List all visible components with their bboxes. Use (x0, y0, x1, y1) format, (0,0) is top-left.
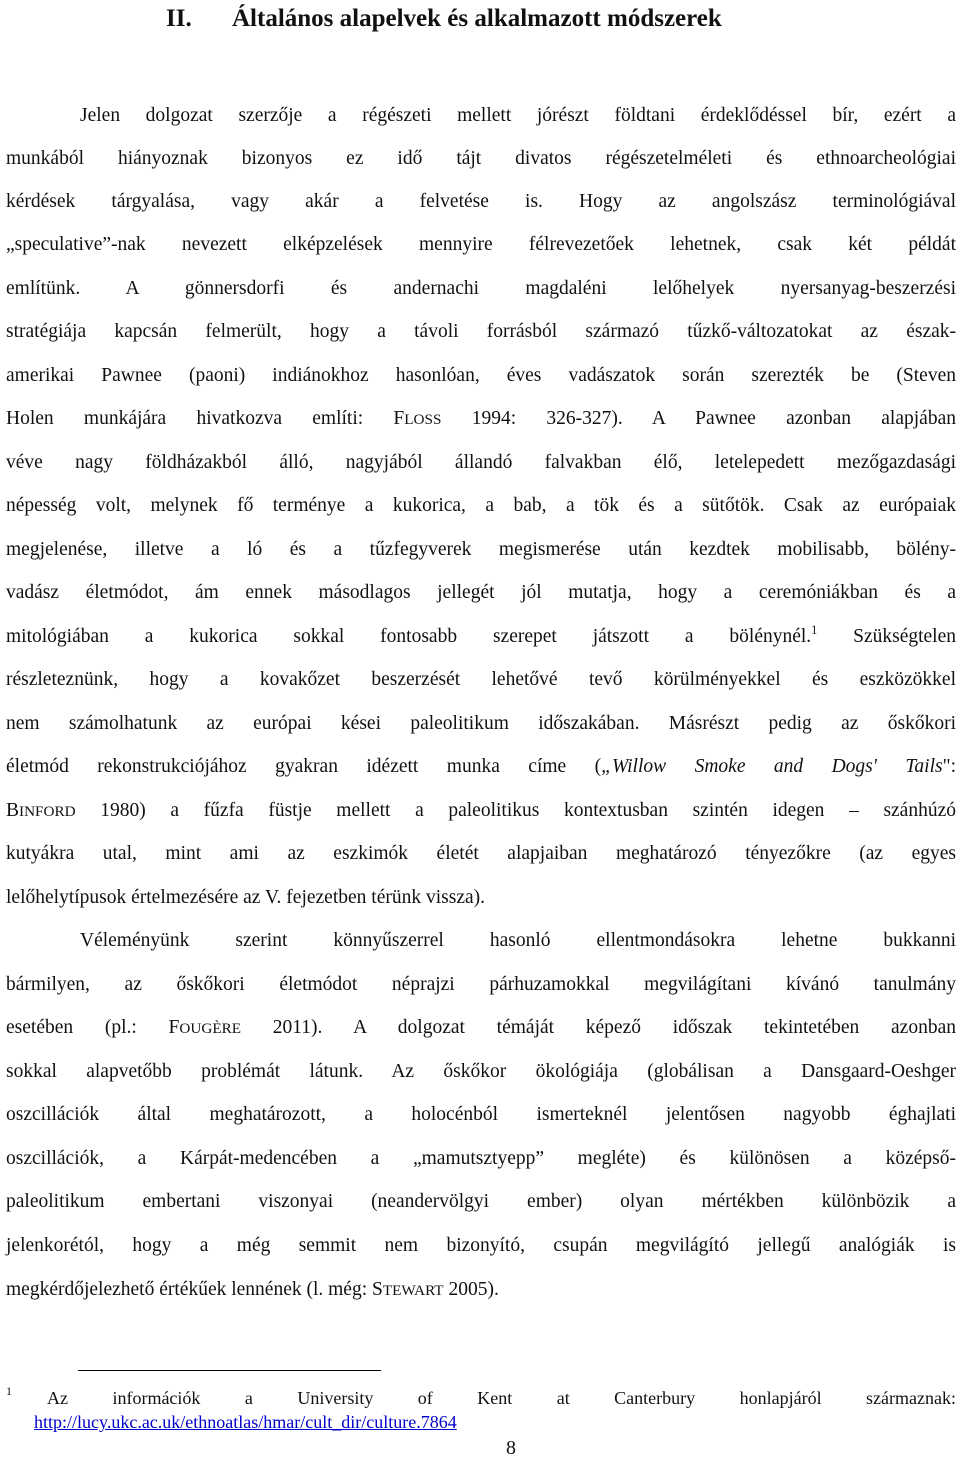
paragraph-1-line: Holen munkájára hivatkozva említi: FLOSS 1994: 326-327). A Pawnee azonban alapjában (6, 408, 956, 429)
paragraph-2-line: bármilyen, az őskőkori életmódot néprajzi párhuzamokkal megvilágítani kívánó tanulmány (6, 974, 956, 995)
paragraph-1-line: munkából hiányoznak bizonyos ez idő tájt divatos régészetelméleti és ethnoarcheológiai (6, 148, 956, 169)
chapter-number: II. (166, 5, 192, 32)
paragraph-2-line: Véleményünk szerint könnyűszerrel hasonló ellentmondásokra lehetne bukkanni (80, 930, 956, 951)
citation-author: OUGÈRE (179, 1020, 242, 1037)
paragraph-1-line: életmód rekonstrukciójához gyakran idézett munka címe („Willow Smoke and Dogs' Tails": (6, 756, 956, 777)
footnote-marker: 1 (6, 1384, 12, 1398)
paragraph-1-line: BINFORD 1980) a fűzfa füstje mellett a paleolitikus kontextusban szintén idegen – szánhúzó (6, 800, 956, 821)
paragraph-1-line: vadász életmódot, ám ennek másodlagos jellegét jól mutatja, hogy a ceremóniákban és a (6, 582, 956, 603)
paragraph-1-line: lelőhelytípusok értelmezésére az V. fejezetben térünk vissza). (6, 887, 485, 908)
paragraph-1-line: véve nagy földházakból álló, nagyjából állandó falvakban élő, letelepedett mezőgazdasági (6, 452, 956, 473)
paragraph-1-line: említünk. A gönnersdorfi és andernachi magdaléni lelőhelyek nyersanyag-beszerzési (6, 278, 956, 299)
footnote-link[interactable]: http://lucy.ukc.ac.uk/ethnoatlas/hmar/cult_dir/culture.7864 (34, 1412, 457, 1432)
paragraph-2-line: paleolitikum embertani viszonyai (neandervölgyi ember) olyan mértékben különbözik a (6, 1191, 956, 1212)
footnote-separator (78, 1370, 381, 1371)
footnote-text: Az információk a University of Kent at Canterbury honlapjáról származnak: (47, 1388, 956, 1408)
paragraph-1-line: „speculative”-nak nevezett elképzelések mennyire félrevezetőek lehetnek, csak két példát (6, 234, 956, 255)
paragraph-2-line: esetében (pl.: FOUGÈRE 2011). A dolgozat témáját képező időszak tekintetében azonban (6, 1017, 956, 1038)
cited-title: „Willow Smoke and Dogs' Tails (601, 756, 943, 777)
chapter-heading (166, 3, 722, 35)
paragraph-1-line: kérdések tárgyalása, vagy akár a felvetése is. Hogy az angolszász terminológiával (6, 191, 956, 212)
paragraph-2-line: oszcillációk által meghatározott, a holocénból ismerteknél jelentősen nagyobb éghajlati (6, 1104, 956, 1125)
paragraph-1-line: részleteznünk, hogy a kovakőzet beszerzését lehetővé tevő körülményekkel és eszközökkel (6, 669, 956, 690)
paragraph-1-line: Jelen dolgozat szerzője a régészeti mellett jórészt földtani érdeklődéssel bír, ezért a (80, 105, 956, 126)
paragraph-1-line: nem számolhatunk az európai kései paleolitikum időszakában. Másrészt pedig az őskőkori (6, 713, 956, 734)
paragraph-1-line: stratégiája kapcsán felmerült, hogy a távoli forrásból származó tűzkő-változatokat az észak- (6, 321, 956, 342)
paragraph-1-line: mitológiában a kukorica sokkal fontosabb szerepet játszott a bölénynél.$^1$ Szükségtelen (6, 622, 956, 647)
paragraph-1-line: népesség volt, melynek fő terménye a kukorica, a bab, a tök és a sütőtök. Csak az európaiak (6, 495, 956, 516)
page-number: 8 (506, 1437, 516, 1459)
citation-author: TEWART (382, 1282, 444, 1299)
paragraph-1-line: amerikai Pawnee (paoni) indiánokhoz hasonlóan, éves vadászatok során szerezték be (Steven (6, 365, 956, 386)
paragraph-1-line: kutyákra utal, mint ami az eszkimók életét alapjaiban meghatározó tényezőkre (az egyes (6, 843, 956, 864)
paragraph-2-line: jelenkorétól, hogy a még semmit nem bizonyító, csupán megvilágító jellegű analógiák is (6, 1235, 956, 1256)
citation-author: LOSS (404, 411, 442, 428)
paragraph-2-line: sokkal alapvetőbb problémát látunk. Az őskőkor ökológiája (globálisan a Dansgaard-Oeshger (6, 1061, 956, 1082)
paragraph-1-line: megjelenése, illetve a ló és a tűzfegyverek megismerése után kezdtek mobilisabb, bölény- (6, 539, 956, 560)
paragraph-2-line: oszcillációk, a Kárpát-medencében a „mamutsztyepp” megléte) és különösen a középső- (6, 1148, 956, 1169)
footnote-reference[interactable]: 1 (811, 622, 818, 637)
paragraph-2-line: megkérdőjelezhető értékűek lennének (l. még: STEWART 2005). (6, 1279, 499, 1300)
chapter-title: Általános alapelvek és alkalmazott módszerek (232, 5, 722, 32)
citation-author: INFORD (19, 803, 76, 820)
